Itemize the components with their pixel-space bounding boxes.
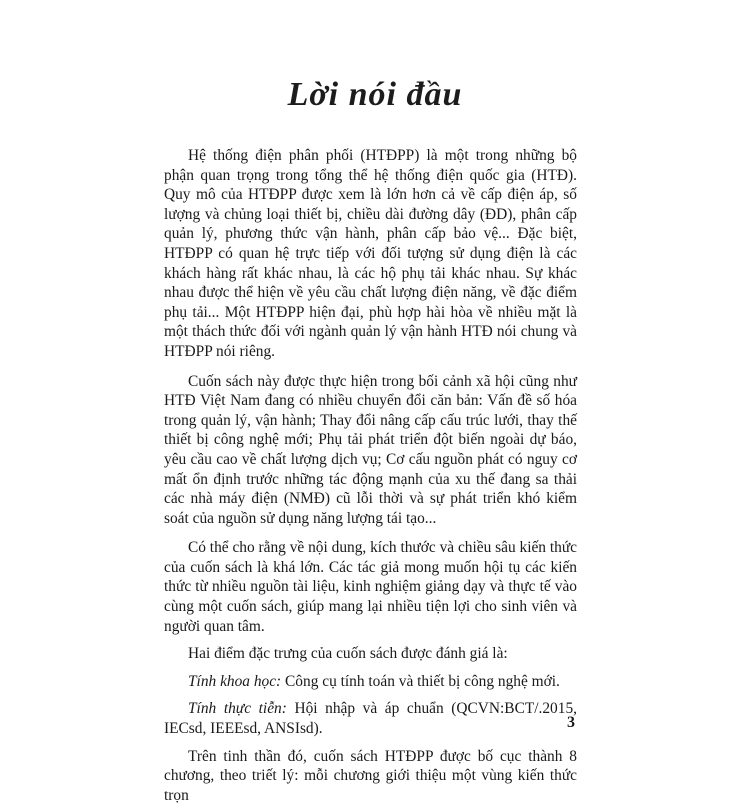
paragraph-5 [164,672,577,692]
paragraph-7: Trên tinh thần đó, cuốn sách HTĐPP được bố cục thành 8 chương, theo triết lý: mỗi chương giới thiệu một vùng kiến thức trọn [164,747,577,804]
page-title: Lời nói đầu [287,76,463,113]
paragraph-3: Có thể cho rằng về nội dung, kích thước và chiều sâu kiến thức của cuốn sách là khá lớn. Các tác giả mong muốn hội tụ các kiến thức từ nhiều nguồn tài liệu, kinh nghiệm giảng dạy và thực tế vào cùng một cuốn sách, giúp mang lại nhiều tiện lợi cho sinh viên và người quan tâm. [164,539,577,635]
body-text [164,146,577,805]
scientific-label: Tính khoa học: [188,672,282,690]
page-number: 3 [567,714,575,731]
paragraph-4: Hai điểm đặc trưng của cuốn sách được đánh giá là: [188,645,508,663]
paragraph-6 [164,699,577,738]
paragraph-1: Hệ thống điện phân phối (HTĐPP) là một trong những bộ phận quan trọng trong tổng thể hệ thống điện quốc gia (HTĐ). Quy mô của HTĐPP được xem là lớn hơn cả về cấp điện áp, số lượng và chủng loại thiết bị, chiều dài đường dây (ĐD), phân cấp quản lý, phương thức vận hành, phân cấp bảo vệ... Đặc biệt, HTĐPP có quan hệ trực tiếp với đối tượng sử dụng điện là các khách hàng rất khác nhau, là các hộ phụ tải khác nhau. Sự khác nhau được thể hiện về yêu cầu chất lượng điện năng, về đặc điểm phụ tải... Một HTĐPP hiện đại, phù hợp hài hòa về nhiều mặt là một thách thức đối với ngành quản lý vận hành HTĐ nói chung và HTĐPP nói riêng. [164,147,577,360]
practical-label: Tính thực tiễn: [188,700,287,718]
scientific-text: Công cụ tính toán và thiết bị công nghệ mới. [281,672,560,690]
paragraph-2: Cuốn sách này được thực hiện trong bối cảnh xã hội cũng như HTĐ Việt Nam đang có nhiều chuyển đổi căn bản: Vấn đề số hóa trong quản lý, vận hành; Thay đổi nâng cấp cấu trúc lưới, thay thế thiết bị công nghệ mới; Phụ tải phát triển đột biến ngoài dự báo, yêu cầu cao về chất lượng dịch vụ; Cơ cấu nguồn phát có nguy cơ mất ổn định trước những tác động mạnh của xu thế đang sa thải các nhà máy điện (NMĐ) cũ lỗi thời và sự phát triển khó kiểm soát của nguồn sử dụng năng lượng tái tạo... [164,372,577,527]
practical-text: Hội nhập và áp chuẩn (QCVN:BCT/.2015, IECsd, IEEEsd, ANSIsd). [164,700,577,738]
